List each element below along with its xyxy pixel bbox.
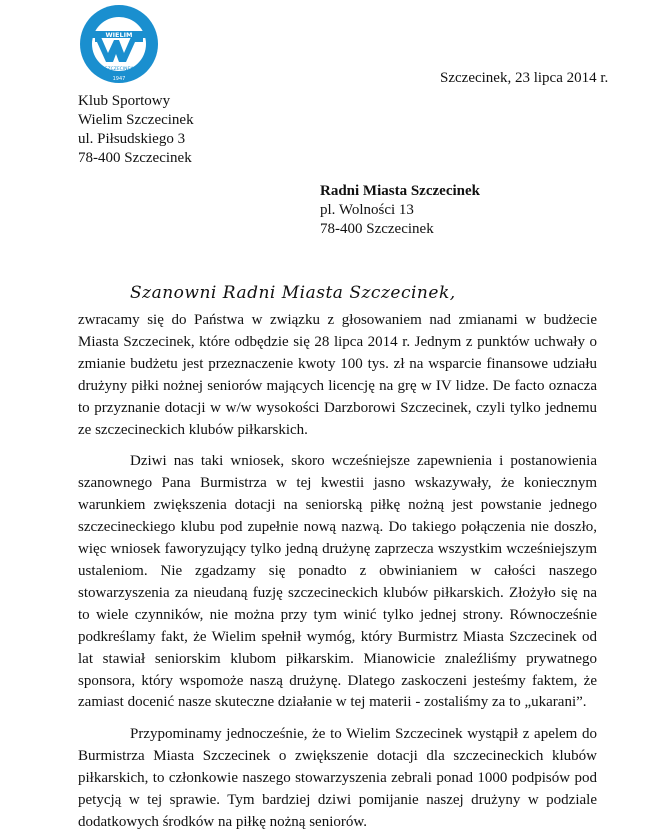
sender-line: Klub Sportowy [78,93,171,109]
body-paragraph: Dziwi nas taki wniosek, skoro wcześniejsze zapewnienia i postanowienia szanownego Pana Burmistrza w tej kwestii jasno wskazywały, że koniecznym warunkiem zwiększenia dotacji na seniorską piłkę nożną jest powstanie jednego szczecineckiego klubu pod zupełnie nową nazwą. Do takiego połączenia nie doszło, więc wniosek faworyzujący tylko jedną drużynę zaprzecza wszystkim wcześniejszym ustaleniom. Nie zgadzamy się ponadto z obwinianiem w całości naszego stowarzyszenia za nieudaną fuzję szczecineckich klubów piłkarskich. Złożyło się na to wiele czynników, nie można przy tym winić tylko jednej strony. Równocześnie podkreślamy fakt, że Wielim spełnił wymóg, który Burmistrz Miasta Szczecinek od lat stawiał seniorskim klubom piłkarskim. Mianowicie znaleźliśmy prywatnego sponsora, który wspomoże naszą drużynę. Dlatego zaskoczeni jesteśmy faktem, że zamiast docenić nasze skuteczne działanie w tej materii - zostaliśmy za to „ukarani”. [78,453,597,711]
club-logo [79,4,159,84]
letter-date: Szczecinek, 23 lipca 2014 r. [440,70,609,86]
letter-body [78,310,597,834]
recipient-address [320,182,480,239]
logo-name-text: WIELIM [105,31,133,39]
body-paragraph: Przypominamy jednocześnie, że to Wielim Szczecinek wystąpił z apelem do Burmistrza Miasta Szczecinek o zwiększenie dotacji dla szczecineckich klubów piłkarskich, to członkowie naszego stowarzyszenia zebrali ponad 1000 podpisów pod petycją w tej sprawie. Tym bardziej dziwi pomijanie naszej drużyny w podziale dodatkowych środków na piłkę nożną seniorów. [78,726,597,830]
sender-address [78,92,194,168]
body-paragraph: zwracamy się do Państwa w związku z głosowaniem nad zmianami w budżecie Miasta Szczecinek, które odbędzie się 28 lipca 2014 r. Jednym z punktów uchwały o zmianie budżetu jest przeznaczenie kwoty 100 tys. zł na wsparcie finansowe udziału drużyny piłki nożnej seniorów mających licencję na grę w IV lidze. De facto oznacza to przyznanie dotacji w w/w wysokości Darzborowi Szczecinek, czyli tylko jednemu ze szczecineckich klubów piłkarskich. [78,312,597,438]
salutation: Szanowni Radni Miasta Szczecinek, [130,283,456,303]
sender-line: Wielim Szczecinek [78,112,194,128]
sender-line: ul. Piłsudskiego 3 [78,131,186,147]
logo-city-text: SZCZECINEK [104,67,134,72]
recipient-line: pl. Wolności 13 [320,202,414,218]
logo-ks-text: KS [114,17,124,24]
recipient-line: 78-400 Szczecinek [320,221,434,237]
sender-line: 78-400 Szczecinek [78,150,192,166]
logo-year-text: 1947 [112,76,126,82]
recipient-name: Radni Miasta Szczecinek [320,183,480,199]
